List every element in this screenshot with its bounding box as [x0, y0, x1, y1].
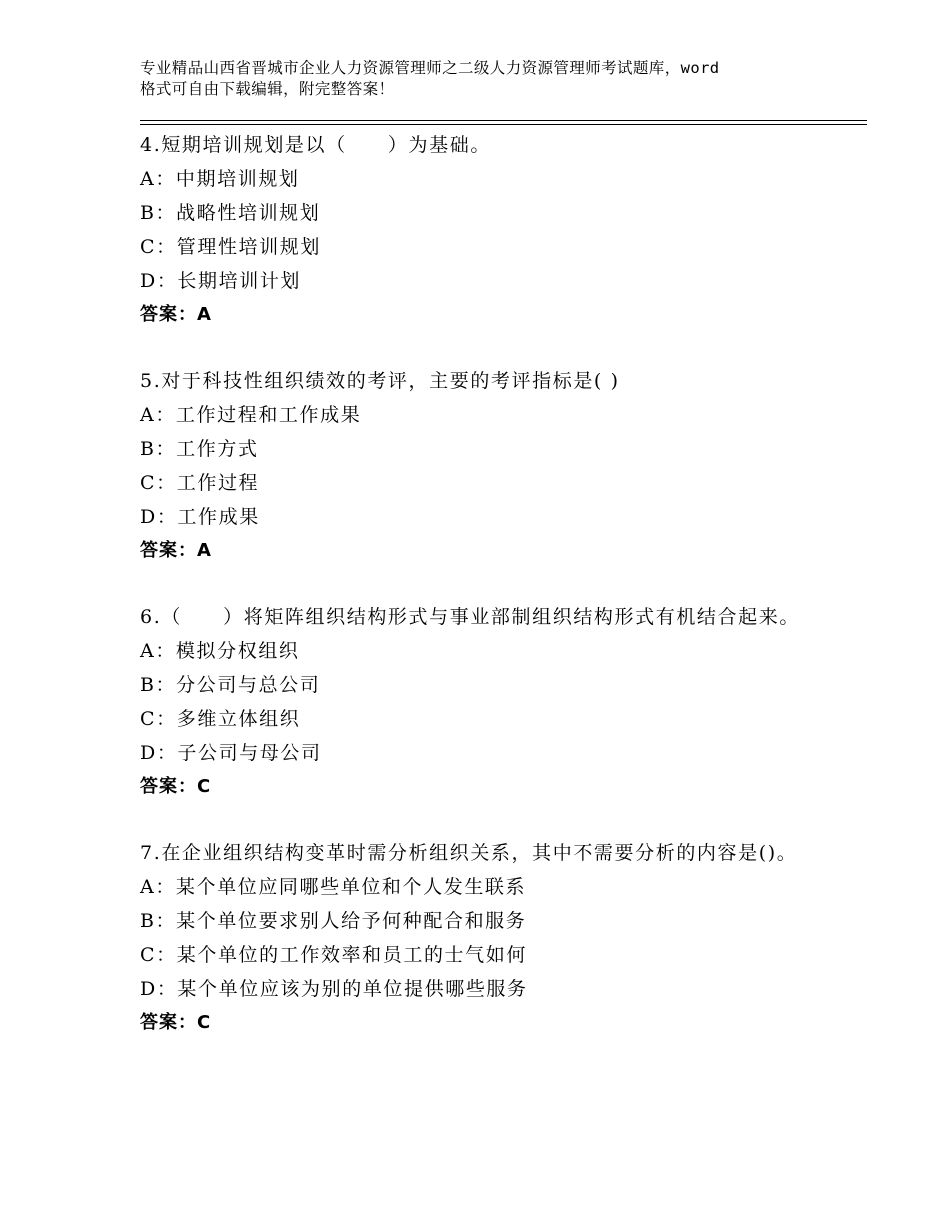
option-a: A：中期培训规划 — [140, 168, 300, 190]
option-c: C：工作过程 — [140, 472, 260, 494]
question-stem: 5.对于科技性组织绩效的考评，主要的考评指标是( ) — [140, 370, 620, 392]
question-7 — [140, 836, 840, 1040]
question-list — [140, 128, 840, 1072]
question-6 — [140, 600, 840, 804]
header-rule-top — [140, 120, 867, 121]
option-d: D：某个单位应该为别的单位提供哪些服务 — [140, 978, 528, 1000]
question-stem: 4.短期培训规划是以（ ）为基础。 — [140, 134, 491, 156]
header-rule-bottom — [140, 124, 867, 125]
question-stem: 7.在企业组织结构变革时需分析组织关系，其中不需要分析的内容是()。 — [140, 842, 798, 864]
option-b: B：战略性培训规划 — [140, 202, 321, 224]
question-5 — [140, 364, 840, 568]
answer: 答案：A — [140, 540, 212, 561]
answer: 答案：C — [140, 776, 212, 797]
option-b: B：分公司与总公司 — [140, 674, 321, 696]
header-line-1: 专业精品山西省晋城市企业人力资源管理师之二级人力资源管理师考试题库，word — [140, 59, 720, 77]
question-4 — [140, 128, 840, 332]
option-a: A：某个单位应同哪些单位和个人发生联系 — [140, 876, 527, 898]
option-c: C：某个单位的工作效率和员工的士气如何 — [140, 944, 527, 966]
option-d: D：工作成果 — [140, 506, 260, 528]
answer: 答案：C — [140, 1012, 212, 1033]
option-a: A：工作过程和工作成果 — [140, 404, 362, 426]
option-b: B：某个单位要求别人给予何种配合和服务 — [140, 910, 527, 932]
option-c: C：多维立体组织 — [140, 708, 301, 730]
answer: 答案：A — [140, 304, 212, 325]
option-d: D：子公司与母公司 — [140, 742, 322, 764]
document-header — [140, 58, 830, 100]
question-stem: 6.（ ）将矩阵组织结构形式与事业部制组织结构形式有机结合起来。 — [140, 606, 800, 628]
header-line-2: 格式可自由下载编辑，附完整答案！ — [140, 80, 395, 98]
option-c: C：管理性培训规划 — [140, 236, 321, 258]
option-d: D：长期培训计划 — [140, 270, 302, 292]
option-b: B：工作方式 — [140, 438, 259, 460]
option-a: A：模拟分权组织 — [140, 640, 300, 662]
